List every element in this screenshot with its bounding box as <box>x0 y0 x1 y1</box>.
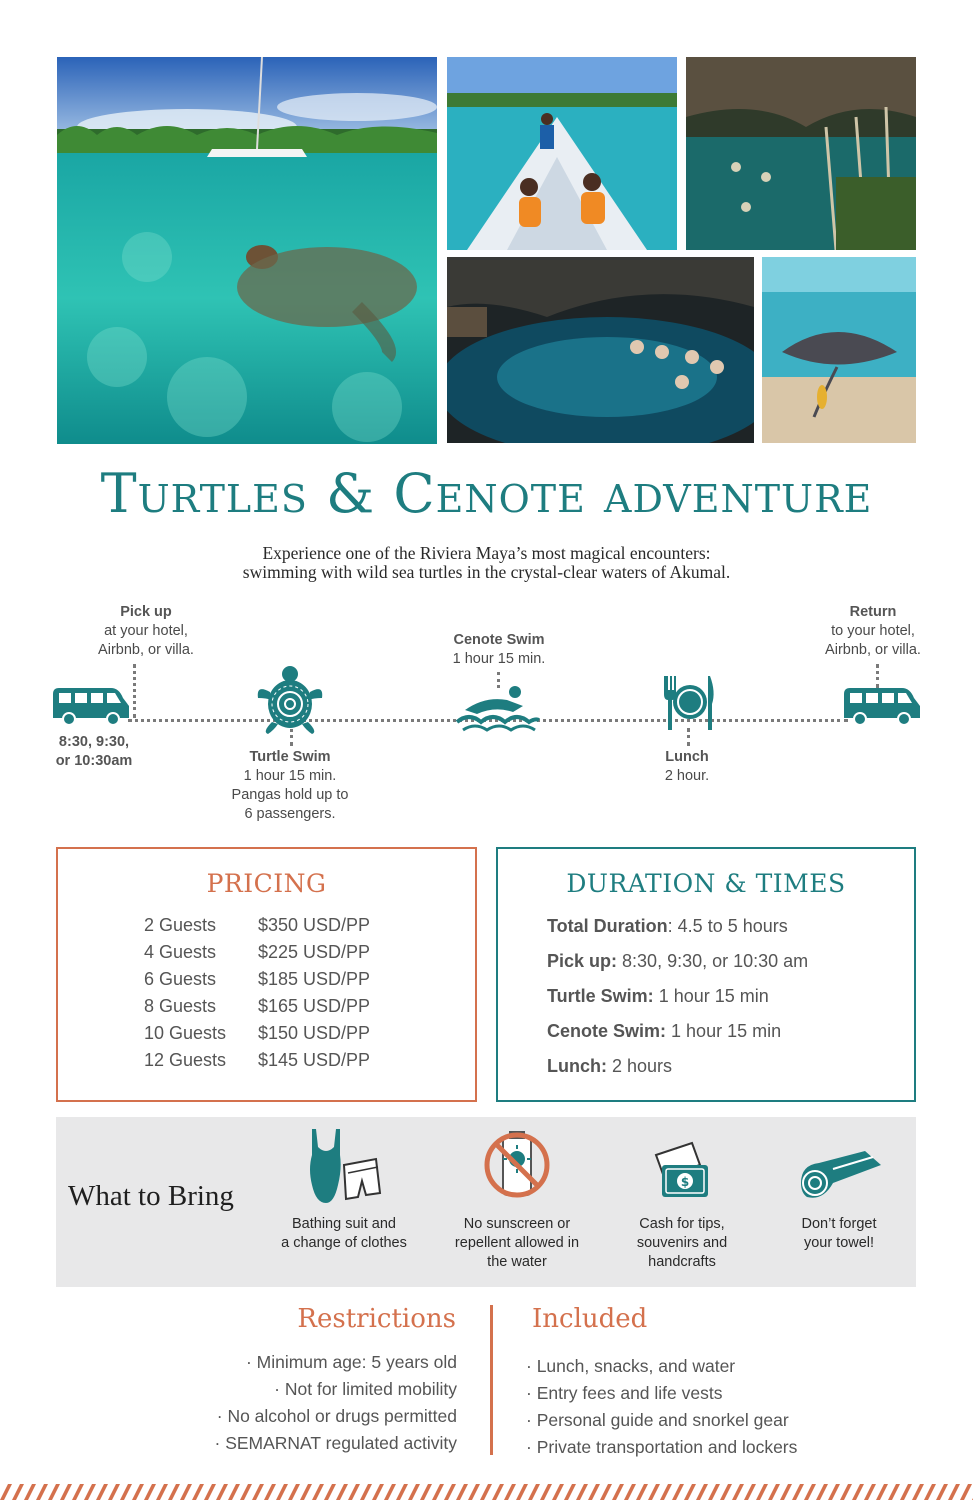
no-sunscreen-icon <box>477 1125 557 1209</box>
timeline-pickup-time <box>20 733 168 771</box>
included-item: · Lunch, snacks, and water <box>526 1356 736 1376</box>
photo-boat-passengers <box>447 57 677 250</box>
price-guests: 10 Guests <box>144 1023 227 1043</box>
bring-item-no-sunscreen <box>441 1125 593 1272</box>
photo-cenote-group-swim <box>447 257 754 443</box>
duration-value: 4.5 to 5 hours <box>677 916 788 936</box>
timeline-turtle-line1: 1 hour 15 min. <box>243 768 337 784</box>
bring-line: your towel! <box>803 1235 875 1251</box>
bring-text <box>268 1215 420 1253</box>
timeline-lunch-label <box>617 748 757 786</box>
bring-line: repellent allowed in <box>454 1235 580 1251</box>
plate-cutlery-icon <box>660 672 718 732</box>
duration-row <box>547 1019 781 1043</box>
included-item: · Private transportation and lockers <box>526 1437 798 1457</box>
timeline-connector-pickup <box>133 664 136 718</box>
included-item: · Personal guide and snorkel gear <box>526 1410 789 1430</box>
timeline-cenote-line1: 1 hour 15 min. <box>452 651 546 667</box>
bring-item-cash <box>606 1125 758 1272</box>
price-guests: 6 Guests <box>144 969 217 989</box>
duration-value: 1 hour 15 min <box>671 1021 782 1041</box>
price-guests: 8 Guests <box>144 996 217 1016</box>
price-guests: 4 Guests <box>144 942 217 962</box>
timeline-turtle-title: Turtle Swim <box>249 749 331 765</box>
restriction-item: · No alcohol or drugs permitted <box>216 1406 457 1426</box>
swimmer-icon <box>455 682 541 732</box>
photo-cenote-cave-swimmers <box>686 57 916 250</box>
bring-line: handcrafts <box>648 1254 716 1270</box>
price-guests: 2 Guests <box>144 915 217 935</box>
bring-line: a change of clothes <box>281 1235 407 1251</box>
timeline-lunch-title: Lunch <box>665 749 709 765</box>
duration-row <box>547 1054 672 1078</box>
timeline-turtle-label <box>200 748 380 824</box>
page-title: Turtles & Cenote adventure <box>100 462 873 525</box>
timeline-pickup-time1: 8:30, 9:30, <box>58 734 130 750</box>
timeline-pickup-title: Pick up <box>120 604 172 620</box>
bring-line: No sunscreen or <box>463 1216 571 1232</box>
timeline-connector-return <box>876 664 879 688</box>
timeline-return-label <box>793 603 953 660</box>
price-value: $150 USD/PP <box>258 1023 371 1043</box>
bring-item-swimsuit <box>268 1125 420 1253</box>
duration-row <box>547 914 788 938</box>
price-value: $350 USD/PP <box>258 915 371 935</box>
timeline-cenote-title: Cenote Swim <box>453 632 545 648</box>
timeline-cenote-label <box>409 631 589 669</box>
timeline-turtle-line2: Pangas hold up to <box>231 787 349 803</box>
duration-label: Cenote Swim: <box>547 1021 667 1041</box>
duration-value: 2 hours <box>612 1056 673 1076</box>
timeline-return-line1: to your hotel, <box>831 623 915 639</box>
timeline-lunch-line1: 2 hour. <box>664 768 710 784</box>
bring-line: the water <box>487 1254 547 1270</box>
duration-row <box>547 984 769 1008</box>
price-value: $165 USD/PP <box>258 996 371 1016</box>
price-value: $145 USD/PP <box>258 1050 371 1070</box>
price-value: $185 USD/PP <box>258 969 371 989</box>
towel-icon <box>793 1125 885 1209</box>
photo-sea-turtle <box>57 57 437 444</box>
duration-sep: : <box>667 916 678 936</box>
pricing-box <box>56 847 477 1102</box>
bring-text <box>606 1215 758 1272</box>
bring-line: Cash for tips, <box>639 1216 725 1232</box>
timeline-pickup-time2: or 10:30am <box>55 753 133 769</box>
bring-line: souvenirs and <box>636 1235 728 1251</box>
restriction-item: · SEMARNAT regulated activity <box>214 1433 457 1453</box>
included-item: · Entry fees and life vests <box>526 1383 723 1403</box>
bring-text <box>763 1215 915 1253</box>
duration-label: Turtle Swim: <box>547 986 654 1006</box>
bring-item-towel <box>763 1125 915 1253</box>
bring-line: Don’t forget <box>801 1216 877 1232</box>
bottom-stripe-border <box>0 1484 973 1500</box>
swimsuit-icon <box>304 1125 384 1209</box>
intro-text <box>0 544 973 582</box>
cash-icon <box>642 1125 722 1209</box>
van-return-icon <box>842 686 922 726</box>
duration-label: Pick up: <box>547 951 618 971</box>
restriction-item: · Minimum age: 5 years old <box>245 1352 457 1372</box>
duration-row <box>547 949 808 973</box>
timeline-turtle-line3: 6 passengers. <box>244 806 336 822</box>
van-pickup-icon <box>51 686 131 726</box>
intro-line-2: swimming with wild sea turtles in the crystal-clear waters of Akumal. <box>242 562 731 582</box>
what-to-bring-title: What to Bring <box>68 1180 234 1212</box>
timeline-return-line2: Airbnb, or villa. <box>825 642 921 658</box>
duration-title: DURATION & TIMES <box>566 869 846 898</box>
duration-value: 1 hour 15 min <box>658 986 769 1006</box>
timeline-pickup-label <box>66 603 226 660</box>
duration-label: Total Duration <box>547 916 668 936</box>
turtle-icon <box>254 664 326 736</box>
restriction-item: · Not for limited mobility <box>274 1379 457 1399</box>
duration-value: 8:30, 9:30, or 10:30 am <box>622 951 809 971</box>
svg-text:$: $ <box>680 1175 690 1189</box>
timeline-pickup-line2: Airbnb, or villa. <box>98 642 194 658</box>
included-title: Included <box>532 1304 648 1334</box>
photo-stingray <box>762 257 916 443</box>
price-guests: 12 Guests <box>144 1050 227 1070</box>
bring-line: Bathing suit and <box>292 1216 396 1232</box>
pricing-title: PRICING <box>206 869 327 898</box>
timeline-return-title: Return <box>849 604 897 620</box>
restrictions-title: Restrictions <box>297 1304 456 1334</box>
timeline-pickup-line1: at your hotel, <box>104 623 188 639</box>
price-value: $225 USD/PP <box>258 942 371 962</box>
bring-text <box>441 1215 593 1272</box>
what-to-bring-band <box>56 1117 916 1287</box>
duration-box <box>496 847 916 1102</box>
duration-label: Lunch: <box>547 1056 607 1076</box>
section-divider <box>490 1305 493 1455</box>
intro-line-1: Experience one of the Riviera Maya’s most magical encounters: <box>262 543 711 563</box>
